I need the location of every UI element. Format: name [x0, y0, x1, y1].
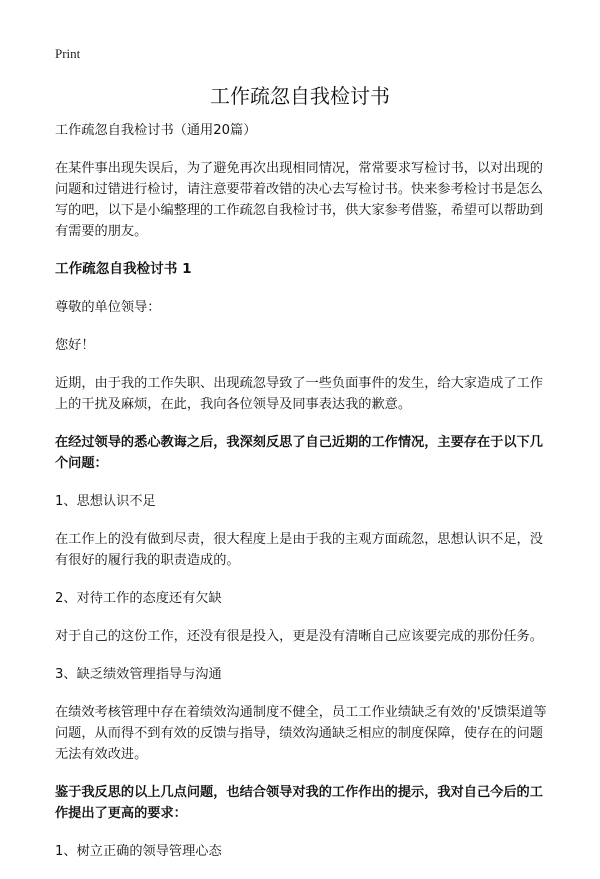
document-title: 工作疏忽自我检讨书 [210, 84, 390, 108]
print-link[interactable]: Print [55, 46, 81, 61]
subtitle-paragraph: 工作疏忽自我检讨书（通用20篇） [55, 123, 257, 138]
list-item-heading: 1、树立正确的领导管理心态 [55, 844, 222, 859]
list-item-heading: 1、思想认识不足 [55, 494, 156, 509]
document-body [55, 120, 555, 879]
salutation: 尊敬的单位领导： [55, 300, 161, 315]
bold-paragraph: 在经过领导的悉心教诲之后，我深刻反思了自己近期的工作情况，主要存在于以下几个问题： [55, 435, 543, 471]
bold-paragraph: 鉴于我反思的以上几点问题，也结合领导对我的工作作出的提示，我对自己今后的工作提出了更高的要求： [55, 785, 543, 821]
body-paragraph: 对于自己的这份工作，还没有很是投入，更是没有清晰自己应该要完成的那份任务。 [55, 629, 543, 644]
greeting: 您好！ [55, 338, 95, 353]
body-paragraph: 在工作上的没有做到尽责，很大程度上是由于我的主观方面疏忽，思想认识不足，没有很好的履行我的职责造成的。 [55, 532, 543, 568]
list-item-heading: 2、对待工作的态度还有欠缺 [55, 591, 222, 606]
body-paragraph: 近期，由于我的工作失职、出现疏忽导致了一些负面事件的发生，给大家造成了工作上的干扰及麻烦，在此，我向各位领导及同事表达我的歉意。 [55, 376, 543, 412]
section-heading: 工作疏忽自我检讨书 1 [55, 261, 192, 277]
body-paragraph: 在绩效考核管理中存在着绩效沟通制度不健全，员工工作业绩缺乏有效的'反馈渠道等问题，从而得不到有效的反馈与指导，绩效沟通缺乏相应的制度保障，使存在的问题无法有效改进。 [55, 705, 547, 762]
intro-paragraph: 在某件事出现失误后，为了避免再次出现相同情况，常常要求写检讨书，以对出现的问题和过错进行检讨，请注意要带着改错的决心去写检讨书。快来参考检讨书是怎么写的吧，以下是小编整理的工作疏忽自我检讨书，供大家参考借鉴，希望可以帮助到有需要的朋友。 [55, 161, 543, 239]
list-item-heading: 3、缺乏绩效管理指导与沟通 [55, 667, 222, 682]
